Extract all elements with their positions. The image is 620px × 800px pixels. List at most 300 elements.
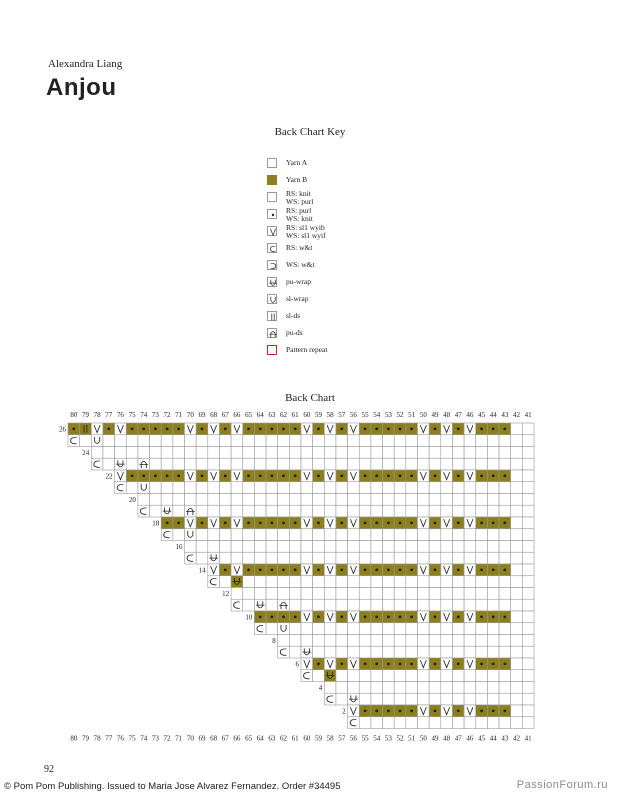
stitch-cell — [441, 482, 453, 494]
stitch-cell — [406, 599, 418, 611]
stitch-cell — [406, 717, 418, 729]
stitch-cell — [336, 458, 348, 470]
stitch-cell — [383, 529, 395, 541]
chart-row — [185, 552, 535, 564]
stitch-cell — [371, 458, 383, 470]
stitch-cell — [406, 435, 418, 447]
stitch-cell — [406, 670, 418, 682]
stitch-cell — [243, 505, 255, 517]
stitch-cell — [266, 435, 278, 447]
stitch-symbol-icon — [410, 568, 413, 571]
stitch-cell — [383, 435, 395, 447]
column-number-top: 60 — [303, 411, 311, 419]
stitch-symbol-icon — [457, 521, 460, 524]
stitch-cell — [336, 552, 348, 564]
stitch-cell — [441, 435, 453, 447]
column-number-bottom: 79 — [81, 734, 89, 743]
stitch-cell — [452, 529, 464, 541]
stitch-cell — [103, 435, 115, 447]
stitch-cell — [383, 682, 395, 694]
stitch-cell — [208, 505, 220, 517]
stitch-symbol-icon — [131, 474, 134, 477]
stitch-cell — [324, 552, 336, 564]
stitch-cell — [522, 517, 534, 529]
column-number-bottom: 72 — [163, 734, 171, 743]
stitch-cell — [359, 623, 371, 635]
column-number-bottom: 59 — [314, 734, 322, 743]
stitch-cell — [301, 482, 313, 494]
stitch-cell — [313, 552, 325, 564]
stitch-cell — [406, 635, 418, 647]
stitch-cell — [289, 447, 301, 459]
stitch-cell — [231, 541, 243, 553]
stitch-cell — [231, 458, 243, 470]
column-number-top: 54 — [373, 411, 381, 419]
stitch-cell — [418, 435, 430, 447]
stitch-cell — [464, 693, 476, 705]
stitch-cell — [452, 541, 464, 553]
column-number-bottom: 57 — [338, 734, 346, 743]
stitch-cell — [208, 458, 220, 470]
stitch-cell — [441, 541, 453, 553]
stitch-cell — [150, 505, 162, 517]
key-label — [286, 207, 313, 222]
stitch-cell — [313, 458, 325, 470]
stitch-cell — [418, 447, 430, 459]
chart-row — [301, 670, 534, 682]
column-number-bottom: 58 — [326, 734, 334, 743]
stitch-cell — [522, 458, 534, 470]
stitch-symbol-icon — [247, 568, 250, 571]
stitch-cell — [441, 494, 453, 506]
stitch-cell — [336, 482, 348, 494]
stitch-symbol-icon — [364, 709, 367, 712]
stitch-cell — [383, 447, 395, 459]
stitch-cell — [441, 458, 453, 470]
stitch-symbol-icon — [399, 568, 402, 571]
stitch-cell — [394, 552, 406, 564]
key-title: Back Chart Key — [274, 126, 346, 138]
stitch-cell — [452, 682, 464, 694]
stitch-symbol-icon — [259, 427, 262, 430]
stitch-cell — [313, 646, 325, 658]
stitch-cell — [266, 588, 278, 600]
chart-row — [301, 658, 534, 670]
stitch-cell — [522, 635, 534, 647]
stitch-cell — [429, 482, 441, 494]
stitch-cell — [161, 458, 173, 470]
stitch-symbol-icon — [399, 662, 402, 665]
stitch-symbol-icon — [503, 427, 506, 430]
stitch-symbol-icon — [375, 427, 378, 430]
rs-wt-icon — [267, 243, 277, 253]
stitch-cell — [511, 658, 523, 670]
stitch-cell — [429, 717, 441, 729]
column-number-bottom: 70 — [186, 734, 194, 743]
stitch-symbol-icon — [340, 474, 343, 477]
stitch-cell — [464, 717, 476, 729]
stitch-cell — [196, 552, 208, 564]
stitch-cell — [452, 552, 464, 564]
stitch-cell — [394, 670, 406, 682]
stitch-cell — [371, 635, 383, 647]
stitch-cell — [371, 482, 383, 494]
stitch-cell — [324, 588, 336, 600]
stitch-symbol-icon — [503, 474, 506, 477]
stitch-cell — [254, 447, 266, 459]
stitch-cell — [359, 529, 371, 541]
stitch-cell — [80, 435, 92, 447]
column-number-top: 47 — [454, 411, 462, 419]
stitch-cell — [289, 482, 301, 494]
stitch-cell — [418, 693, 430, 705]
stitch-cell — [394, 682, 406, 694]
stitch-cell — [219, 447, 231, 459]
stitch-cell — [487, 682, 499, 694]
stitch-symbol-icon — [399, 615, 402, 618]
stitch-symbol-icon — [387, 568, 390, 571]
stitch-cell — [429, 693, 441, 705]
stitch-cell — [464, 552, 476, 564]
column-number-bottom: 65 — [245, 734, 253, 743]
row-number: 2 — [342, 707, 346, 716]
key-label — [286, 261, 315, 269]
stitch-cell — [476, 588, 488, 600]
stitch-cell — [254, 494, 266, 506]
column-number-top: 75 — [128, 411, 136, 419]
stitch-symbol-icon — [387, 427, 390, 430]
stitch-cell — [219, 541, 231, 553]
column-number-top: 79 — [81, 411, 89, 419]
stitch-cell — [254, 552, 266, 564]
stitch-cell — [522, 623, 534, 635]
stitch-cell — [301, 588, 313, 600]
chart-row — [231, 599, 534, 611]
stitch-cell — [464, 494, 476, 506]
stitch-symbol-icon — [340, 521, 343, 524]
stitch-cell — [243, 541, 255, 553]
back-chart — [0, 405, 620, 750]
stitch-cell — [278, 494, 290, 506]
stitch-symbol-icon — [317, 568, 320, 571]
column-number-top: 58 — [326, 411, 334, 419]
stitch-cell — [278, 576, 290, 588]
stitch-cell — [254, 435, 266, 447]
column-number-top: 77 — [105, 411, 113, 419]
stitch-cell — [266, 447, 278, 459]
stitch-cell — [452, 717, 464, 729]
stitch-cell — [522, 658, 534, 670]
stitch-cell — [511, 494, 523, 506]
stitch-symbol-icon — [480, 662, 483, 665]
column-number-top: 63 — [268, 411, 276, 419]
stitch-cell — [348, 682, 360, 694]
stitch-cell — [301, 552, 313, 564]
chart-row — [138, 494, 534, 506]
stitch-cell — [231, 482, 243, 494]
column-number-bottom: 42 — [513, 734, 521, 743]
key-label-line: sl-ds — [286, 311, 301, 320]
stitch-cell — [196, 458, 208, 470]
stitch-cell — [499, 505, 511, 517]
stitch-cell — [418, 541, 430, 553]
stitch-cell — [511, 611, 523, 623]
stitch-cell — [511, 564, 523, 576]
stitch-symbol-icon — [107, 427, 110, 430]
stitch-cell — [394, 505, 406, 517]
stitch-cell — [359, 588, 371, 600]
stitch-cell — [522, 693, 534, 705]
stitch-cell — [522, 682, 534, 694]
stitch-symbol-icon — [387, 474, 390, 477]
stitch-symbol-icon — [492, 615, 495, 618]
stitch-cell — [371, 717, 383, 729]
stitch-cell — [161, 447, 173, 459]
stitch-symbol-icon — [294, 474, 297, 477]
stitch-cell — [324, 435, 336, 447]
stitch-cell — [289, 505, 301, 517]
stitch-cell — [313, 599, 325, 611]
stitch-cell — [266, 599, 278, 611]
chart-row — [138, 505, 534, 517]
stitch-cell — [394, 588, 406, 600]
stitch-cell — [522, 576, 534, 588]
stitch-cell — [511, 552, 523, 564]
stitch-cell — [266, 541, 278, 553]
stitch-cell — [511, 635, 523, 647]
row-number: 14 — [198, 566, 206, 575]
stitch-symbol-icon — [166, 474, 169, 477]
stitch-cell — [429, 682, 441, 694]
column-number-bottom: 47 — [454, 734, 462, 743]
stitch-cell — [383, 458, 395, 470]
stitch-cell — [348, 635, 360, 647]
column-number-bottom: 45 — [478, 734, 486, 743]
stitch-cell — [464, 682, 476, 694]
stitch-cell — [522, 529, 534, 541]
stitch-cell — [301, 529, 313, 541]
stitch-cell — [359, 435, 371, 447]
stitch-cell — [359, 717, 371, 729]
stitch-cell — [487, 552, 499, 564]
stitch-cell — [243, 588, 255, 600]
stitch-cell — [394, 635, 406, 647]
stitch-cell — [476, 599, 488, 611]
stitch-cell — [185, 529, 197, 541]
stitch-cell — [383, 599, 395, 611]
key-label-line: pu-ds — [286, 328, 303, 337]
stitch-cell — [289, 529, 301, 541]
column-number-bottom: 48 — [443, 734, 451, 743]
stitch-cell — [511, 470, 523, 482]
stitch-cell — [452, 646, 464, 658]
chart-row — [278, 635, 534, 647]
stitch-symbol-icon — [375, 709, 378, 712]
stitch-cell — [231, 505, 243, 517]
stitch-cell — [406, 458, 418, 470]
stitch-cell — [313, 670, 325, 682]
stitch-cell — [219, 435, 231, 447]
stitch-cell — [429, 529, 441, 541]
stitch-cell — [324, 623, 336, 635]
stitch-cell — [324, 682, 336, 694]
key-label-line: RS: w&t — [286, 243, 313, 252]
stitch-cell — [487, 529, 499, 541]
stitch-cell — [185, 447, 197, 459]
stitch-cell — [219, 482, 231, 494]
stitch-cell — [68, 435, 80, 447]
stitch-cell — [499, 447, 511, 459]
stitch-cell — [522, 646, 534, 658]
stitch-symbol-icon — [480, 568, 483, 571]
stitch-cell — [476, 635, 488, 647]
stitch-cell — [126, 447, 138, 459]
stitch-cell — [196, 541, 208, 553]
stitch-cell — [464, 623, 476, 635]
stitch-cell — [418, 458, 430, 470]
column-number-bottom: 41 — [524, 734, 532, 743]
stitch-cell — [487, 717, 499, 729]
stitch-symbol-icon — [387, 615, 390, 618]
stitch-cell — [173, 494, 185, 506]
stitch-cell — [511, 576, 523, 588]
stitch-cell — [91, 435, 103, 447]
stitch-cell — [499, 717, 511, 729]
stitch-cell — [511, 435, 523, 447]
stitch-symbol-icon — [259, 568, 262, 571]
column-number-top: 72 — [163, 411, 171, 419]
stitch-cell — [452, 588, 464, 600]
stitch-symbol-icon — [410, 662, 413, 665]
stitch-cell — [173, 458, 185, 470]
stitch-cell — [464, 576, 476, 588]
stitch-symbol-icon — [410, 427, 413, 430]
stitch-cell — [254, 576, 266, 588]
stitch-cell — [487, 693, 499, 705]
stitch-cell — [476, 435, 488, 447]
stitch-cell — [522, 541, 534, 553]
stitch-symbol-icon — [340, 568, 343, 571]
stitch-cell — [441, 576, 453, 588]
stitch-cell — [219, 529, 231, 541]
stitch-cell — [511, 693, 523, 705]
key-label — [286, 329, 303, 337]
column-number-bottom: 75 — [128, 734, 136, 743]
stitch-symbol-icon — [364, 662, 367, 665]
stitch-symbol-icon — [224, 427, 227, 430]
stitch-cell — [185, 494, 197, 506]
stitch-cell — [441, 670, 453, 682]
pattern-repeat-icon — [267, 345, 277, 355]
key-label — [286, 176, 307, 184]
stitch-cell — [278, 646, 290, 658]
stitch-cell — [476, 576, 488, 588]
column-number-top: 49 — [431, 411, 439, 419]
row-number: 18 — [152, 519, 160, 528]
stitch-cell — [208, 435, 220, 447]
stitch-cell — [429, 435, 441, 447]
stitch-cell — [243, 447, 255, 459]
column-number-top: 43 — [501, 411, 509, 419]
stitch-cell — [406, 505, 418, 517]
stitch-cell — [231, 599, 243, 611]
stitch-cell — [231, 588, 243, 600]
stitch-cell — [231, 552, 243, 564]
stitch-symbol-icon — [410, 615, 413, 618]
stitch-cell — [208, 447, 220, 459]
stitch-cell — [161, 494, 173, 506]
stitch-cell — [452, 599, 464, 611]
stitch-cell — [499, 646, 511, 658]
stitch-symbol-icon — [492, 521, 495, 524]
stitch-symbol-icon — [410, 709, 413, 712]
stitch-cell — [289, 599, 301, 611]
stitch-symbol-icon — [259, 474, 262, 477]
stitch-cell — [464, 670, 476, 682]
stitch-cell — [150, 458, 162, 470]
watermark: PassionForum.ru — [516, 779, 608, 791]
stitch-symbol-icon — [294, 521, 297, 524]
key-label-line: Yarn B — [286, 175, 308, 184]
stitch-cell — [452, 482, 464, 494]
stitch-cell — [371, 529, 383, 541]
stitch-cell — [464, 599, 476, 611]
stitch-symbol-icon — [201, 521, 204, 524]
sl-wrap-icon — [267, 294, 277, 304]
stitch-cell — [487, 623, 499, 635]
stitch-symbol-icon — [270, 427, 273, 430]
stitch-cell — [522, 447, 534, 459]
stitch-cell — [476, 717, 488, 729]
stitch-symbol-icon — [317, 427, 320, 430]
stitch-cell — [499, 599, 511, 611]
stitch-cell — [324, 447, 336, 459]
stitch-cell — [383, 588, 395, 600]
stitch-cell — [394, 693, 406, 705]
stitch-symbol-icon — [224, 568, 227, 571]
page-number: 92 — [44, 764, 54, 775]
stitch-cell — [336, 646, 348, 658]
stitch-cell — [359, 552, 371, 564]
column-number-top: 73 — [151, 411, 159, 419]
stitch-cell — [324, 576, 336, 588]
stitch-cell — [359, 541, 371, 553]
row-number: 10 — [245, 613, 253, 622]
column-number-top: 52 — [396, 411, 404, 419]
chart-row — [68, 435, 534, 447]
stitch-cell — [499, 576, 511, 588]
column-number-bottom: 62 — [280, 734, 288, 743]
stitch-cell — [359, 447, 371, 459]
stitch-cell — [452, 494, 464, 506]
stitch-cell — [464, 458, 476, 470]
stitch-cell — [243, 552, 255, 564]
stitch-cell — [208, 576, 220, 588]
stitch-cell — [336, 435, 348, 447]
stitch-cell — [289, 623, 301, 635]
stitch-cell — [487, 447, 499, 459]
stitch-symbol-icon — [177, 521, 180, 524]
stitch-cell — [219, 576, 231, 588]
column-number-bottom: 52 — [396, 734, 404, 743]
stitch-cell — [196, 529, 208, 541]
stitch-symbol-icon — [270, 521, 273, 524]
stitch-cell — [278, 623, 290, 635]
stitch-cell — [418, 552, 430, 564]
stitch-cell — [126, 435, 138, 447]
stitch-cell — [371, 623, 383, 635]
chart-row — [185, 541, 535, 553]
